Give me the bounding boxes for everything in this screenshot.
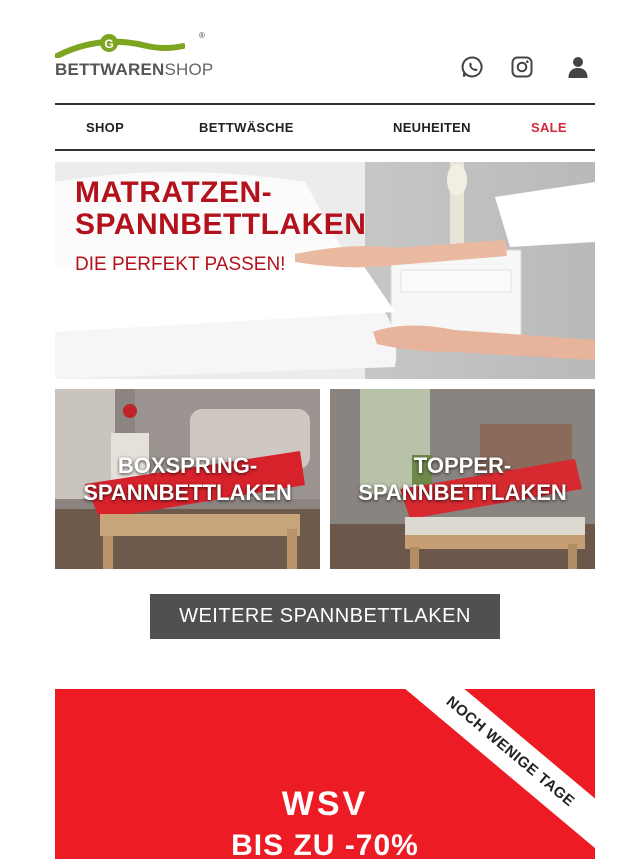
- tile-boxspring-line1: BOXSPRING-: [117, 453, 258, 478]
- tile-photo-topper: [330, 389, 595, 569]
- logo-suffix: SHOP: [164, 60, 214, 79]
- tile-boxspring-line2: SPANNBETTLAKEN: [83, 480, 292, 505]
- hero-subheading: DIE PERFEKT PASSEN!: [75, 254, 286, 275]
- tile-topper-line1: TOPPER-: [413, 453, 512, 478]
- svg-text:G: G: [104, 37, 114, 51]
- nav-item-shop[interactable]: SHOP: [86, 120, 125, 135]
- tile-photo-boxspring: [55, 389, 320, 569]
- hero-banner-matratzen[interactable]: [55, 162, 595, 379]
- tile-topper-line2: SPANNBETTLAKEN: [358, 480, 567, 505]
- main-navigation: [55, 103, 595, 151]
- promo-subtitle: BIS ZU -70%: [231, 829, 419, 859]
- nav-item-bettwaesche[interactable]: BETTWÄSCHE: [199, 120, 294, 135]
- hero-heading-line1: MATRATZEN-: [75, 176, 273, 209]
- shop-logo[interactable]: [55, 30, 220, 82]
- more-spannbettlaken-button[interactable]: WEITERE SPANNBETTLAKEN: [150, 594, 500, 639]
- registered-mark: ®: [199, 31, 205, 40]
- logo-brand: BETTWAREN: [55, 60, 165, 79]
- user-icon[interactable]: [566, 55, 592, 81]
- nav-item-neuheiten[interactable]: NEUHEITEN: [393, 120, 471, 135]
- logo-swoosh-icon: [55, 30, 185, 58]
- tile-topper-spannbettlaken[interactable]: [330, 389, 595, 569]
- instagram-icon[interactable]: [510, 55, 536, 81]
- tile-boxspring-spannbettlaken[interactable]: [55, 389, 320, 569]
- whatsapp-icon[interactable]: [461, 55, 487, 81]
- nav-item-sale[interactable]: SALE: [531, 120, 567, 135]
- logo-wordmark: [55, 60, 213, 80]
- promo-banner-wsv[interactable]: [55, 689, 595, 859]
- promo-ribbon-text: NOCH WENIGE TAGE: [442, 693, 578, 811]
- hero-heading-line2: SPANNBETTLAKEN: [75, 208, 367, 241]
- promo-title: WSV: [281, 785, 369, 823]
